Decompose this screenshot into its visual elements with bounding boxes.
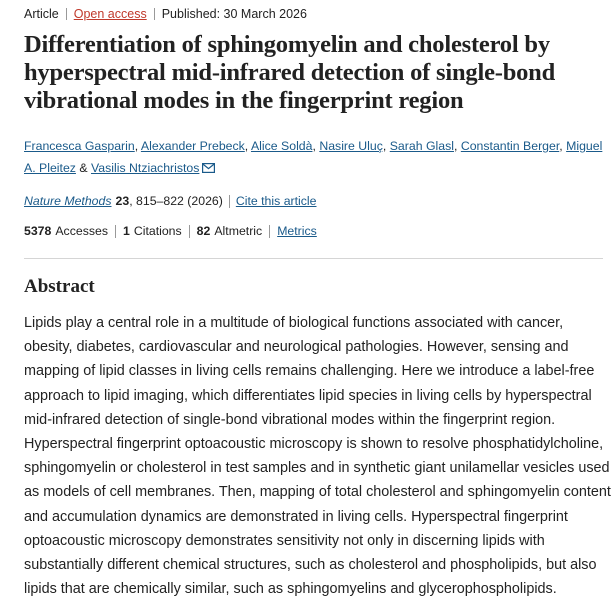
citations-label: Citations xyxy=(133,224,182,238)
metrics-divider xyxy=(269,225,270,238)
meta-divider xyxy=(66,8,67,20)
metrics-divider xyxy=(189,225,190,238)
author-link[interactable]: Vasilis Ntziachristos xyxy=(91,161,200,175)
accesses-label: Accesses xyxy=(55,224,108,238)
meta-divider xyxy=(154,8,155,20)
abstract-text: Lipids play a central role in a multitude of biological functions associated with cancer, obesity, diabetes, cardiovascular and neurological pathologies. However, sensing and mapping of lipid classes in living cells remains challenging. Here we introduce a label-free approach to lipid imaging, which differentiates lipid species in living cells by hyperspectral mid-infrared detection of single-bond vibrational modes within the fingerprint region. Hyperspectral fingerprint optoacoustic microscopy is shown to resolve phosphatidylcholine, sphingomyelin or cholesterol in test samples and in synthetic giant unilamellar vesicles used as models of cell membranes. Then, mapping of total cholesterol and sphingomyelin content and accumulation dynamics are demonstrated in living cells. Hyperspectral fingerprint optoacoustic microscopy demonstrates sensitivity not only in discerning lipids with substantially different chemical structures, such as cholesterol and phospholipids, but also lipids that are chemically similar, such as sphingomyelins and glycerophospholipids. xyxy=(24,315,611,598)
citations-count: 1 xyxy=(122,224,130,238)
cite-article-link[interactable]: Cite this article xyxy=(235,194,317,208)
author-link[interactable]: Miguel A. Pleitez xyxy=(24,139,603,175)
metrics-link[interactable]: Metrics xyxy=(277,224,317,238)
accesses-count: 5378 xyxy=(24,224,52,238)
journal-volume: 23 xyxy=(115,194,130,208)
author-link[interactable]: Francesca Gasparin xyxy=(24,139,135,153)
author-link[interactable]: Sarah Glasl xyxy=(389,139,454,153)
author-link[interactable]: Nasire Uluç xyxy=(319,139,383,153)
authors-and: & xyxy=(79,161,88,175)
article-type: Article xyxy=(24,7,59,21)
envelope-icon[interactable] xyxy=(202,158,215,180)
altmetric-score: 82 xyxy=(196,224,211,238)
published-date: Published: 30 March 2026 xyxy=(161,7,307,21)
journal-name-link[interactable]: Nature Methods xyxy=(24,194,112,208)
abstract-heading: Abstract xyxy=(24,276,95,297)
metrics-divider xyxy=(115,225,116,238)
author-link[interactable]: Alice Soldà xyxy=(250,139,313,153)
article-meta xyxy=(24,6,603,22)
open-access-link[interactable]: Open access xyxy=(73,7,147,21)
section-divider xyxy=(24,258,603,259)
article-title: Differentiation of sphingomyelin and cholesterol by hyperspectral mid-infrared detection of single-bond vibrational modes in the fingerprint region xyxy=(24,31,556,114)
author-link[interactable]: Constantin Berger xyxy=(460,139,560,153)
author-link[interactable]: Alexander Prebeck xyxy=(140,139,245,153)
metrics-bar xyxy=(24,224,603,238)
journal-pages: , 815–822 (2026) xyxy=(129,194,223,208)
altmetric-label: Altmetric xyxy=(214,224,263,238)
journal-divider xyxy=(229,195,230,208)
author-list: Francesca Gasparin, Alexander Prebeck, Alice Soldà, Nasire Uluç, Sarah Glasl, Constantin Berger, Miguel A. Pleitez & Vasilis Ntziachristos xyxy=(24,135,603,180)
journal-info xyxy=(24,194,603,208)
